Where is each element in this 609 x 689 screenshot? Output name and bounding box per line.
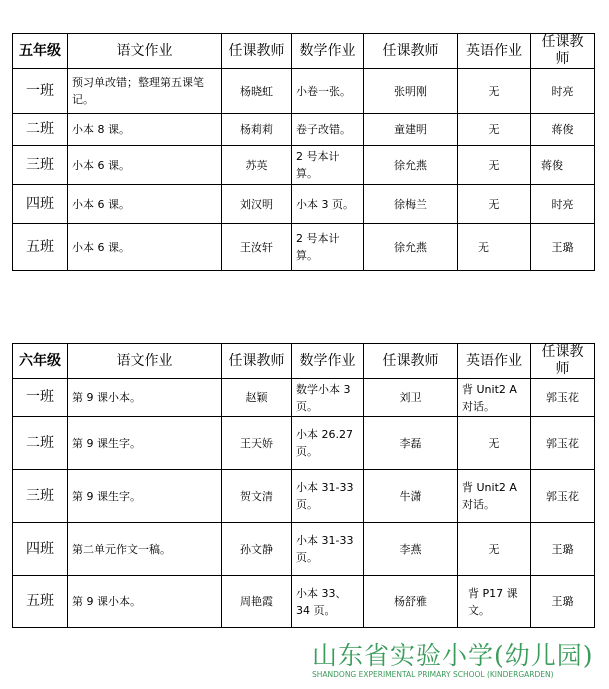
- header-math: 数学作业: [292, 34, 364, 69]
- table-row: [13, 417, 595, 470]
- english-teacher: 王璐: [531, 224, 595, 271]
- chinese-homework: 第 9 课生字。: [68, 417, 222, 470]
- english-teacher: 郭玉花: [531, 470, 595, 523]
- chinese-homework: 小本 6 课。: [68, 146, 222, 185]
- math-homework: 2 号本计算。: [292, 146, 364, 185]
- chinese-teacher: 王天娇: [222, 417, 292, 470]
- table-row: [13, 185, 595, 224]
- math-teacher: 刘卫: [364, 379, 458, 417]
- header-teacher: 任课教师: [222, 34, 292, 69]
- english-teacher: 时亮: [531, 185, 595, 224]
- math-homework: 小本 33、34 页。: [292, 576, 364, 628]
- english-homework: 背 P17 课文。: [458, 576, 531, 628]
- class-name: 一班: [13, 379, 68, 417]
- chinese-teacher: 杨莉莉: [222, 114, 292, 146]
- table-row: [13, 470, 595, 523]
- class-name: 四班: [13, 523, 68, 576]
- chinese-homework: 小本 8 课。: [68, 114, 222, 146]
- math-homework: 数学小本 3 页。: [292, 379, 364, 417]
- chinese-teacher: 周艳霞: [222, 576, 292, 628]
- header-chinese: 语文作业: [68, 344, 222, 379]
- chinese-teacher: 苏英: [222, 146, 292, 185]
- table-header-row: [13, 34, 595, 69]
- chinese-homework: 小本 6 课。: [68, 185, 222, 224]
- class-name: 三班: [13, 146, 68, 185]
- math-homework: 2 号本计算。: [292, 224, 364, 271]
- english-teacher: 蒋俊: [531, 146, 595, 185]
- english-homework: 无: [458, 185, 531, 224]
- english-homework: 无: [458, 69, 531, 114]
- english-teacher: 蒋俊: [531, 114, 595, 146]
- math-homework: 小本 31-33 页。: [292, 523, 364, 576]
- english-homework: 背 Unit2 A 对话。: [458, 379, 531, 417]
- math-teacher: 杨舒雅: [364, 576, 458, 628]
- chinese-teacher: 孙文静: [222, 523, 292, 576]
- school-name-english: SHANDONG EXPERIMENTAL PRIMARY SCHOOL (KINDERGARDEN): [312, 670, 554, 679]
- math-homework: 小本 31-33 页。: [292, 470, 364, 523]
- english-homework: 无: [458, 114, 531, 146]
- header-teacher: 任课教师: [364, 344, 458, 379]
- math-teacher: 童建明: [364, 114, 458, 146]
- math-teacher: 李磊: [364, 417, 458, 470]
- header-math: 数学作业: [292, 344, 364, 379]
- class-name: 一班: [13, 69, 68, 114]
- chinese-homework: 第 9 课小本。: [68, 576, 222, 628]
- math-homework: 卷子改错。: [292, 114, 364, 146]
- english-teacher: 郭玉花: [531, 417, 595, 470]
- table-row: [13, 523, 595, 576]
- english-homework: 无: [458, 224, 531, 271]
- chinese-homework: 第 9 课生字。: [68, 470, 222, 523]
- grade-title: 六年级: [13, 344, 68, 379]
- header-teacher: 任课教师: [531, 344, 595, 379]
- english-teacher: 时亮: [531, 69, 595, 114]
- chinese-teacher: 贺文清: [222, 470, 292, 523]
- grade6-homework-table: [12, 343, 595, 628]
- english-teacher: 王璐: [531, 523, 595, 576]
- header-teacher: 任课教师: [531, 34, 595, 69]
- table-row: [13, 146, 595, 185]
- english-homework: 无: [458, 523, 531, 576]
- class-name: 二班: [13, 114, 68, 146]
- chinese-homework: 小本 6 课。: [68, 224, 222, 271]
- class-name: 二班: [13, 417, 68, 470]
- class-name: 四班: [13, 185, 68, 224]
- math-teacher: 牛潇: [364, 470, 458, 523]
- math-teacher: 李燕: [364, 523, 458, 576]
- math-teacher: 徐梅兰: [364, 185, 458, 224]
- english-homework: 无: [458, 417, 531, 470]
- math-teacher: 徐允燕: [364, 146, 458, 185]
- table-row: [13, 224, 595, 271]
- chinese-teacher: 赵颖: [222, 379, 292, 417]
- english-homework: 背 Unit2 A 对话。: [458, 470, 531, 523]
- class-name: 五班: [13, 576, 68, 628]
- header-teacher: 任课教师: [364, 34, 458, 69]
- chinese-homework: 第二单元作文一稿。: [68, 523, 222, 576]
- header-english: 英语作业: [458, 34, 531, 69]
- header-teacher: 任课教师: [222, 344, 292, 379]
- math-teacher: 徐允燕: [364, 224, 458, 271]
- class-name: 五班: [13, 224, 68, 271]
- grade5-homework-table: [12, 33, 595, 271]
- english-teacher: 王璐: [531, 576, 595, 628]
- header-english: 英语作业: [458, 344, 531, 379]
- table-row: [13, 576, 595, 628]
- chinese-teacher: 王汝轩: [222, 224, 292, 271]
- class-name: 三班: [13, 470, 68, 523]
- table-row: [13, 379, 595, 417]
- chinese-homework: 第 9 课小本。: [68, 379, 222, 417]
- english-teacher: 郭玉花: [531, 379, 595, 417]
- table-row: [13, 69, 595, 114]
- header-chinese: 语文作业: [68, 34, 222, 69]
- table-header-row: [13, 344, 595, 379]
- chinese-teacher: 杨晓虹: [222, 69, 292, 114]
- table-row: [13, 114, 595, 146]
- math-homework: 小本 26.27 页。: [292, 417, 364, 470]
- chinese-teacher: 刘汉明: [222, 185, 292, 224]
- chinese-homework: 预习单改错；整理第五课笔记。: [68, 69, 222, 114]
- math-homework: 小本 3 页。: [292, 185, 364, 224]
- math-homework: 小卷一张。: [292, 69, 364, 114]
- math-teacher: 张明刚: [364, 69, 458, 114]
- school-logo: [312, 636, 602, 679]
- grade-title: 五年级: [13, 34, 68, 69]
- school-name-chinese: 山东省实验小学(幼儿园): [312, 641, 594, 670]
- english-homework: 无: [458, 146, 531, 185]
